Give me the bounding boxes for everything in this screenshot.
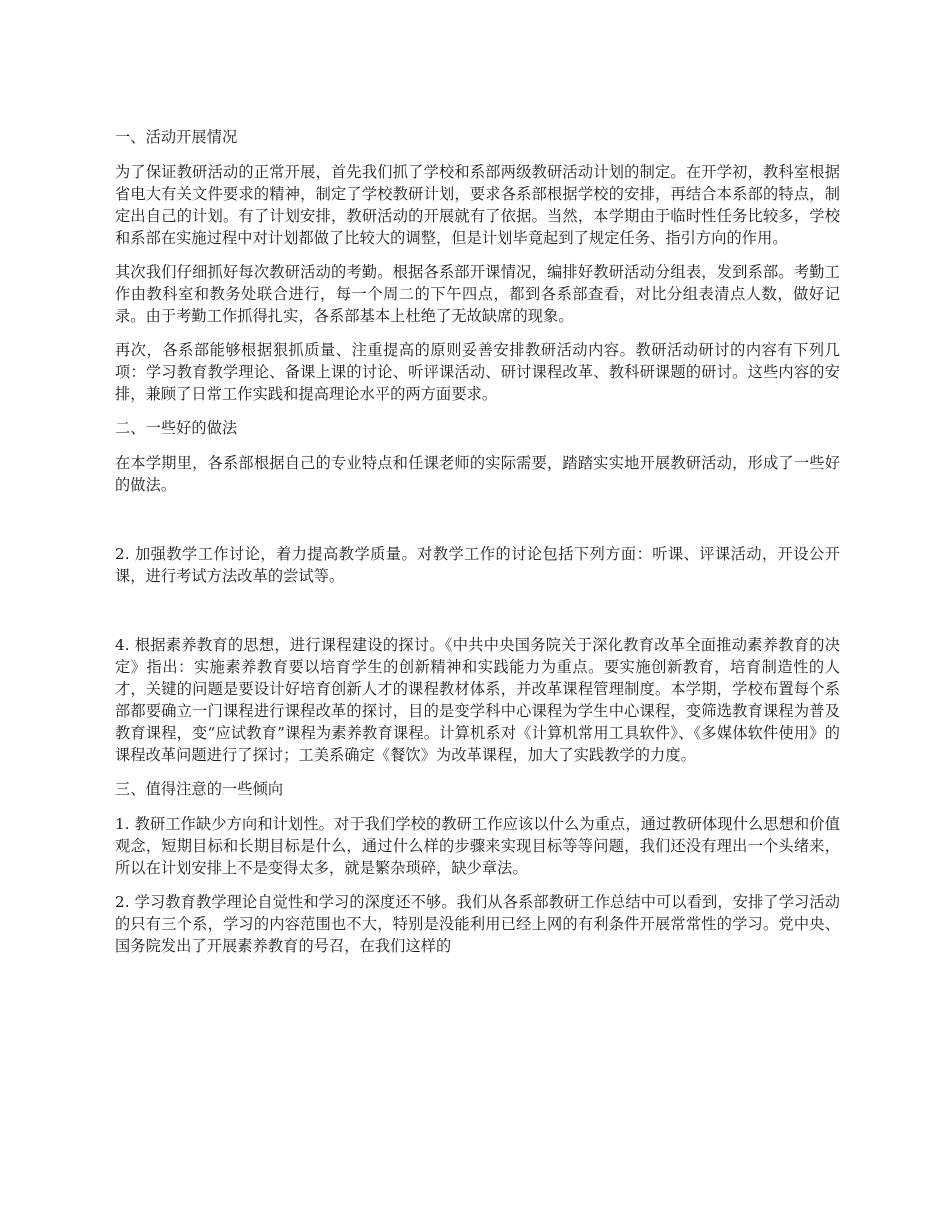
blank-space	[115, 599, 840, 634]
paragraph-1: 为了保证教研活动的正常开展，首先我们抓了学校和系部两级教研活动计划的制定。在开学初，教科室根据省电大有关文件要求的精神，制定了学校教研计划，要求各系部根据学校的安排，再结合本系部的特点，制定出自己的计划。有了计划安排，教研活动的开展就有了依据。当然，本学期由于临时性任务比较多，学校和系部在实施过程中对计划都做了比较大的调整，但是计划毕竟起到了规定任务、指引方向的作用。	[115, 163, 840, 247]
section-heading-2: 二、一些好的做法	[115, 419, 238, 437]
paragraph-6: 4. 根据素养教育的思想，进行课程建设的探讨。《中共中央国务院关于深化教育改革全面推动素养教育的决定》指出：实施素养教育要以培育学生的创新精神和实践能力为重点。要实施创新教育，培育制造性的人才，关键的问题是要设计好培育创新人才的课程教材体系，并改革课程管理制度。本学期，学校布置每个系部都要确立一门课程进行课程改革的探讨，目的是变学科中心课程为学生中心课程，变筛选教育课程为普及教育课程，变“应试教育”课程为素养教育课程。计算机系对《计算机常用工具软件》、《多媒体软件使用》的课程改革问题进行了探讨；工美系确定《餐饮》为改革课程，加大了实践教学的力度。	[115, 636, 840, 764]
paragraph-3: 再次，各系部能够根据狠抓质量、注重提高的原则妥善安排教研活动内容。教研活动研讨的内容有下列几项：学习教育教学理论、备课上课的讨论、听评课活动、研讨课程改革、教科研课题的研讨。这些内容的安排，兼顾了日常工作实践和提高理论水平的两方面要求。	[115, 341, 840, 403]
paragraph-4: 在本学期里，各系部根据自己的专业特点和任课老师的实际需要，踏踏实实地开展教研活动，形成了一些好的做法。	[115, 454, 840, 494]
blank-space	[115, 508, 840, 543]
paragraph-2: 其次我们仔细抓好每次教研活动的考勤。根据各系部开课情况，编排好教研活动分组表，发到系部。考勤工作由教科室和教务处联合进行，每一个周二的下午四点，都到各系部查看，对比分组表清点人数，做好记录。由于考勤工作抓得扎实，各系部基本上杜绝了无故缺席的现象。	[115, 263, 840, 325]
section-heading-3: 三、值得注意的一些倾向	[115, 780, 284, 798]
paragraph-7: 1. 教研工作缺少方向和计划性。对于我们学校的教研工作应该以什么为重点，通过教研体现什么思想和价值观念，短期目标和长期目标是什么，通过什么样的步骤来实现目标等等问题，我们还没有理出一个头绪来，所以在计划安排上不是变得太多，就是繁杂琐碎，缺少章法。	[115, 815, 840, 877]
paragraph-5: 2. 加强教学工作讨论，着力提高教学质量。对教学工作的讨论包括下列方面：听课、评课活动，开设公开课，进行考试方法改革的尝试等。	[115, 545, 840, 585]
document-body	[115, 126, 840, 969]
section-heading-1: 一、活动开展情况	[115, 128, 238, 146]
paragraph-8: 2. 学习教育教学理论自觉性和学习的深度还不够。我们从各系部教研工作总结中可以看到，安排了学习活动的只有三个系，学习的内容范围也不大，特别是没能利用已经上网的有利条件开展常常性的学习。党中央、国务院发出了开展素养教育的号召，在我们这样的	[115, 893, 840, 955]
